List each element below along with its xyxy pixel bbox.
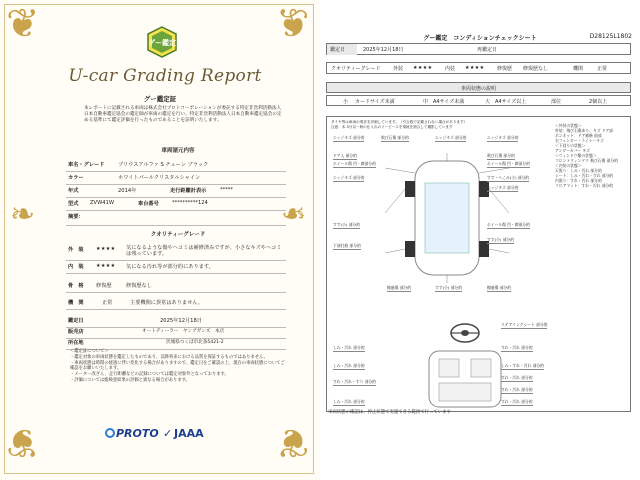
- interior-grade-row: 内 装 ★★★★ 気になる汚れ等が部分的にあります。: [66, 260, 286, 274]
- quality-section-title: クオリティーグレード: [150, 232, 206, 238]
- corner-flourish-bl: ❦: [6, 419, 40, 465]
- car-interior-view-icon: [419, 349, 511, 409]
- certificate-title: グー鑑定証: [143, 95, 177, 103]
- vehicle-damage-diagram: タイヤ等は車両の現状を評価しています。（引合数で記載されない場合があります） 注意：本 3分以一般の仕入れのソーピースを現地を照合して撮影しています エッジキズ 部分的 飛び石傷 部分的 エッジキズ 部分的 エッジキズ 部分的 ドア入 部分的 ホイール傷 凹・腐部分的 飛び石傷 部分的 ホイール傷 凹・腐部分的 エッジキズ 部分的 すす・へこみ(小) 部分的 エッジキズ 部分的 すす(小) 部分的 ホイール傷 凹・腐部分的 すす(小) 部分的 下部打痕 部分的 擦過傷 部分的 すす(小) 部分的 擦過傷 部分的 ＜外装の状態＞ 外装：飛び石傷あり、キズ ドア部 ボンネット：ドア補修 前部 右フェンダー・ライナーキズ ＜下回りの状態＞ アンダーカバー キズ ＜ウィンドウ類の状態＞ フロントウィンドウ 飛び石傷 部分的 ＜内装の状態＞ 天張り：しみ・汚れ 部分的 シート：しみ・汚れ・すれ 部分的 内張り：すれ・汚れ 部分的 フロアマット：すれ・汚れ 部分的 ステアリングシート 部分的 しみ・汚れ 部分的 すれ・汚れ 部分的 しみ・汚れ 部分的 しみ・すれ・汚れ 部分的 すれ・汚れ 部分的 すれ・汚れ・すり 部分的 すれ・汚れ 部分的 しみ・汚れ 部分的 すれ・汚れ 部分的: [326, 116, 631, 412]
- inspection-date-row: 鑑定日 2025年12月18日: [66, 314, 286, 328]
- exterior-stars: ★★★★: [96, 246, 116, 252]
- vehicle-remarks-row: 摘要：: [66, 210, 286, 226]
- interior-stars: ★★★★: [96, 263, 116, 269]
- corner-flourish-tr: ❦: [276, 1, 310, 47]
- jaaa-logo-text: JAAA: [174, 427, 204, 440]
- jaaa-logo-icon: ✓: [163, 427, 173, 440]
- address-row: 所在地 茨城県つくば市北条5421-2: [66, 336, 286, 350]
- goo-kantei-logo: [147, 26, 177, 58]
- exterior-grade-row: 外 装 ★★★★ 気になるような傷やヘコミは補修済みですが、小さなキズやヘコミは残っています。: [66, 243, 286, 261]
- document-number: D28125L1802: [589, 33, 632, 40]
- vehicle-model-row: 型式 ZVW41W 車台番号 **********124: [66, 197, 286, 211]
- tire-note: タイヤ等は車両の現状を評価しています。（引合数で記載されない場合があります） 注意：本 3分以一般の仕入れのソーピースを現地を照合して撮影しています: [331, 120, 468, 129]
- steering-wheel-icon: [449, 322, 481, 344]
- quality-grade-row: クオリティーグレード 外装 ★★★★ 内装 ★★★★ 修復歴 修復歴なし 機関 正常: [326, 62, 631, 74]
- vehicle-name-row: 車名・グレード プリウスアルファ S チューン ブラック: [66, 158, 286, 172]
- mechanical-grade-row: 機 関 正常 主要機関に異常はありません。: [66, 296, 286, 310]
- svg-text:グー鑑定: グー鑑定: [148, 39, 176, 47]
- state-section-header: 車両状態の説明: [326, 82, 631, 93]
- proto-logo-icon: [105, 428, 115, 438]
- sheet-title: グー鑑定 コンディションチェックシート: [423, 35, 537, 42]
- sheet-footer-note: 車両状態の確認は、停止状態で実施できる範囲で行っています: [328, 410, 451, 415]
- ext-stars: ★★★★: [413, 65, 433, 71]
- corner-flourish-br: ❦: [276, 419, 310, 465]
- date-row: 鑑定日 2025年12月18日 再鑑定日: [326, 43, 631, 55]
- side-flourish-left: ❧: [10, 197, 36, 232]
- size-legend: 小 カードサイズ未満 中 A4サイズ未満 大 A4サイズ以上 部位 2個以上: [326, 95, 631, 106]
- certificate-intro: 本レポートに記載される車両は株式会社プロトコーポレーションが委託する特定非営利活動法人日本自動車鑑定協会の鑑定師が車両の鑑定を行い、特定非営利活動法人日本自動車鑑定協会の定める基準にて鑑定評価を行ったものであることを証明いたします。: [84, 106, 282, 124]
- vehicle-section-title: 車両諸元内容: [161, 148, 195, 154]
- report-title: U-car Grading Report: [68, 66, 262, 86]
- certificate-notes: ＜鑑定証について＞ ・鑑定対象の車両状態を鑑定したものであり、以降将来における品質を保証するものではありません。 ・車両状態は時間の経過に伴い変化する場合がありますので、鑑定日をご確認の上、現在の車両状態についてご確認をお願いいたします。 ・メーター改ざん、走行距離などの記録については鑑定対象外となっております。 ・評価については総検査結果の評価と異なる場合があります。: [70, 349, 285, 383]
- condition-check-sheet: [320, 0, 640, 480]
- proto-logo-text: PROTO: [116, 427, 159, 440]
- corner-flourish-tl: ❦: [6, 1, 40, 47]
- side-notes: ＜外装の状態＞ 外装：飛び石傷あり、キズ ドア部 ボンネット：ドア補修 前部 右フェンダー・ライナーキズ ＜下回りの状態＞ アンダーカバー キズ ＜ウィンドウ類の状態＞ フロントウィンドウ 飛び石傷 部分的 ＜内装の状態＞ 天張り：しみ・汚れ 部分的 シート：しみ・汚れ・すれ 部分的 内張り：すれ・汚れ 部分的 フロアマット：すれ・汚れ 部分的: [555, 123, 618, 188]
- vehicle-year-row: 年式 2014年 走行距離計表示 *****: [66, 184, 286, 198]
- store-row: 販売店 オートディーラー ヤングガンズ 本店: [66, 325, 286, 339]
- vehicle-color-row: カラー ホワイトパールクリスタルシャイン: [66, 171, 286, 185]
- frame-grade-row: 骨 格 修復歴 修復歴なし: [66, 279, 286, 293]
- int-stars: ★★★★: [465, 65, 485, 71]
- car-top-view-icon: [385, 153, 509, 283]
- side-flourish-right: ❧: [280, 197, 306, 232]
